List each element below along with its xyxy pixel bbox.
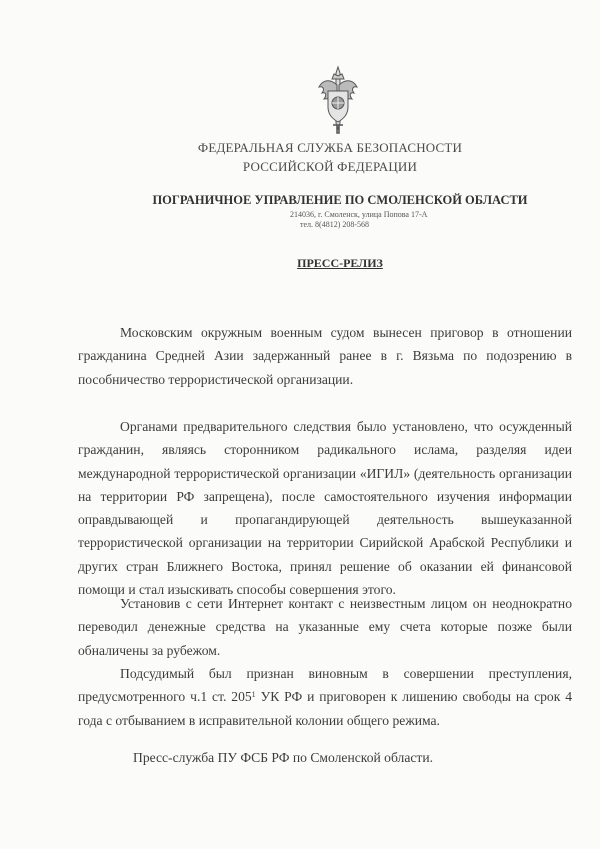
- paragraph-2: Органами предварительного следствия было установлено, что осужденный гражданин, являясь сторонником радикального ислама, разделяя идеи международной террористической организации «ИГИЛ» (деятельность организации на территории РФ запрещена), после самостоятельного изучения информации оправдывающей и пропагандирующей деятельность вышеуказанной террористической организации на территории Сирийской Арабской Республики и других стран Ближнего Востока, принял решение об оказании ей финансовой помощи и стал изыскивать способы совершения этого.: [78, 419, 572, 598]
- paragraph-3: Установив с сети Интернет контакт с неизвестным лицом он неоднократно переводил денежные средства на указанные ему счета которые позже были обналичены за рубежом.: [78, 596, 572, 658]
- signature: Пресс-служба ПУ ФСБ РФ по Смоленской области.: [133, 750, 433, 765]
- paragraph-4-text-end: УК РФ и приговорен к лишению свободы на срок 4 года с отбыванием в исправительной колонии общего режима.: [78, 689, 572, 728]
- phone-line: тел. 8(4812) 208-568: [300, 220, 370, 229]
- paragraph-1: Московским окружным военным судом вынесен приговор в отношении гражданина Средней Азии задержанный ранее в г. Вязьма по подозрению в пособничество террористической организации.: [78, 325, 572, 387]
- paragraph-4: [78, 662, 572, 732]
- document-title: ПРЕСС-РЕЛИЗ: [297, 256, 383, 270]
- agency-name-line2: РОССИЙСКОЙ ФЕДЕРАЦИИ: [242, 159, 418, 174]
- article-superscript: 1: [251, 690, 256, 700]
- fsb-emblem-icon: [313, 65, 363, 135]
- paragraph-4-text-start: Подсудимый был признан виновным в совершении преступления, предусмотренного ч.1 ст. 205: [78, 666, 572, 705]
- address-line: 214036, г. Смоленск, улица Попова 17-А: [290, 210, 428, 219]
- department-name: ПОГРАНИЧНОЕ УПРАВЛЕНИЕ ПО СМОЛЕНСКОЙ ОБЛАСТИ: [152, 193, 528, 207]
- agency-name-line1: ФЕДЕРАЛЬНАЯ СЛУЖБА БЕЗОПАСНОСТИ: [197, 140, 463, 155]
